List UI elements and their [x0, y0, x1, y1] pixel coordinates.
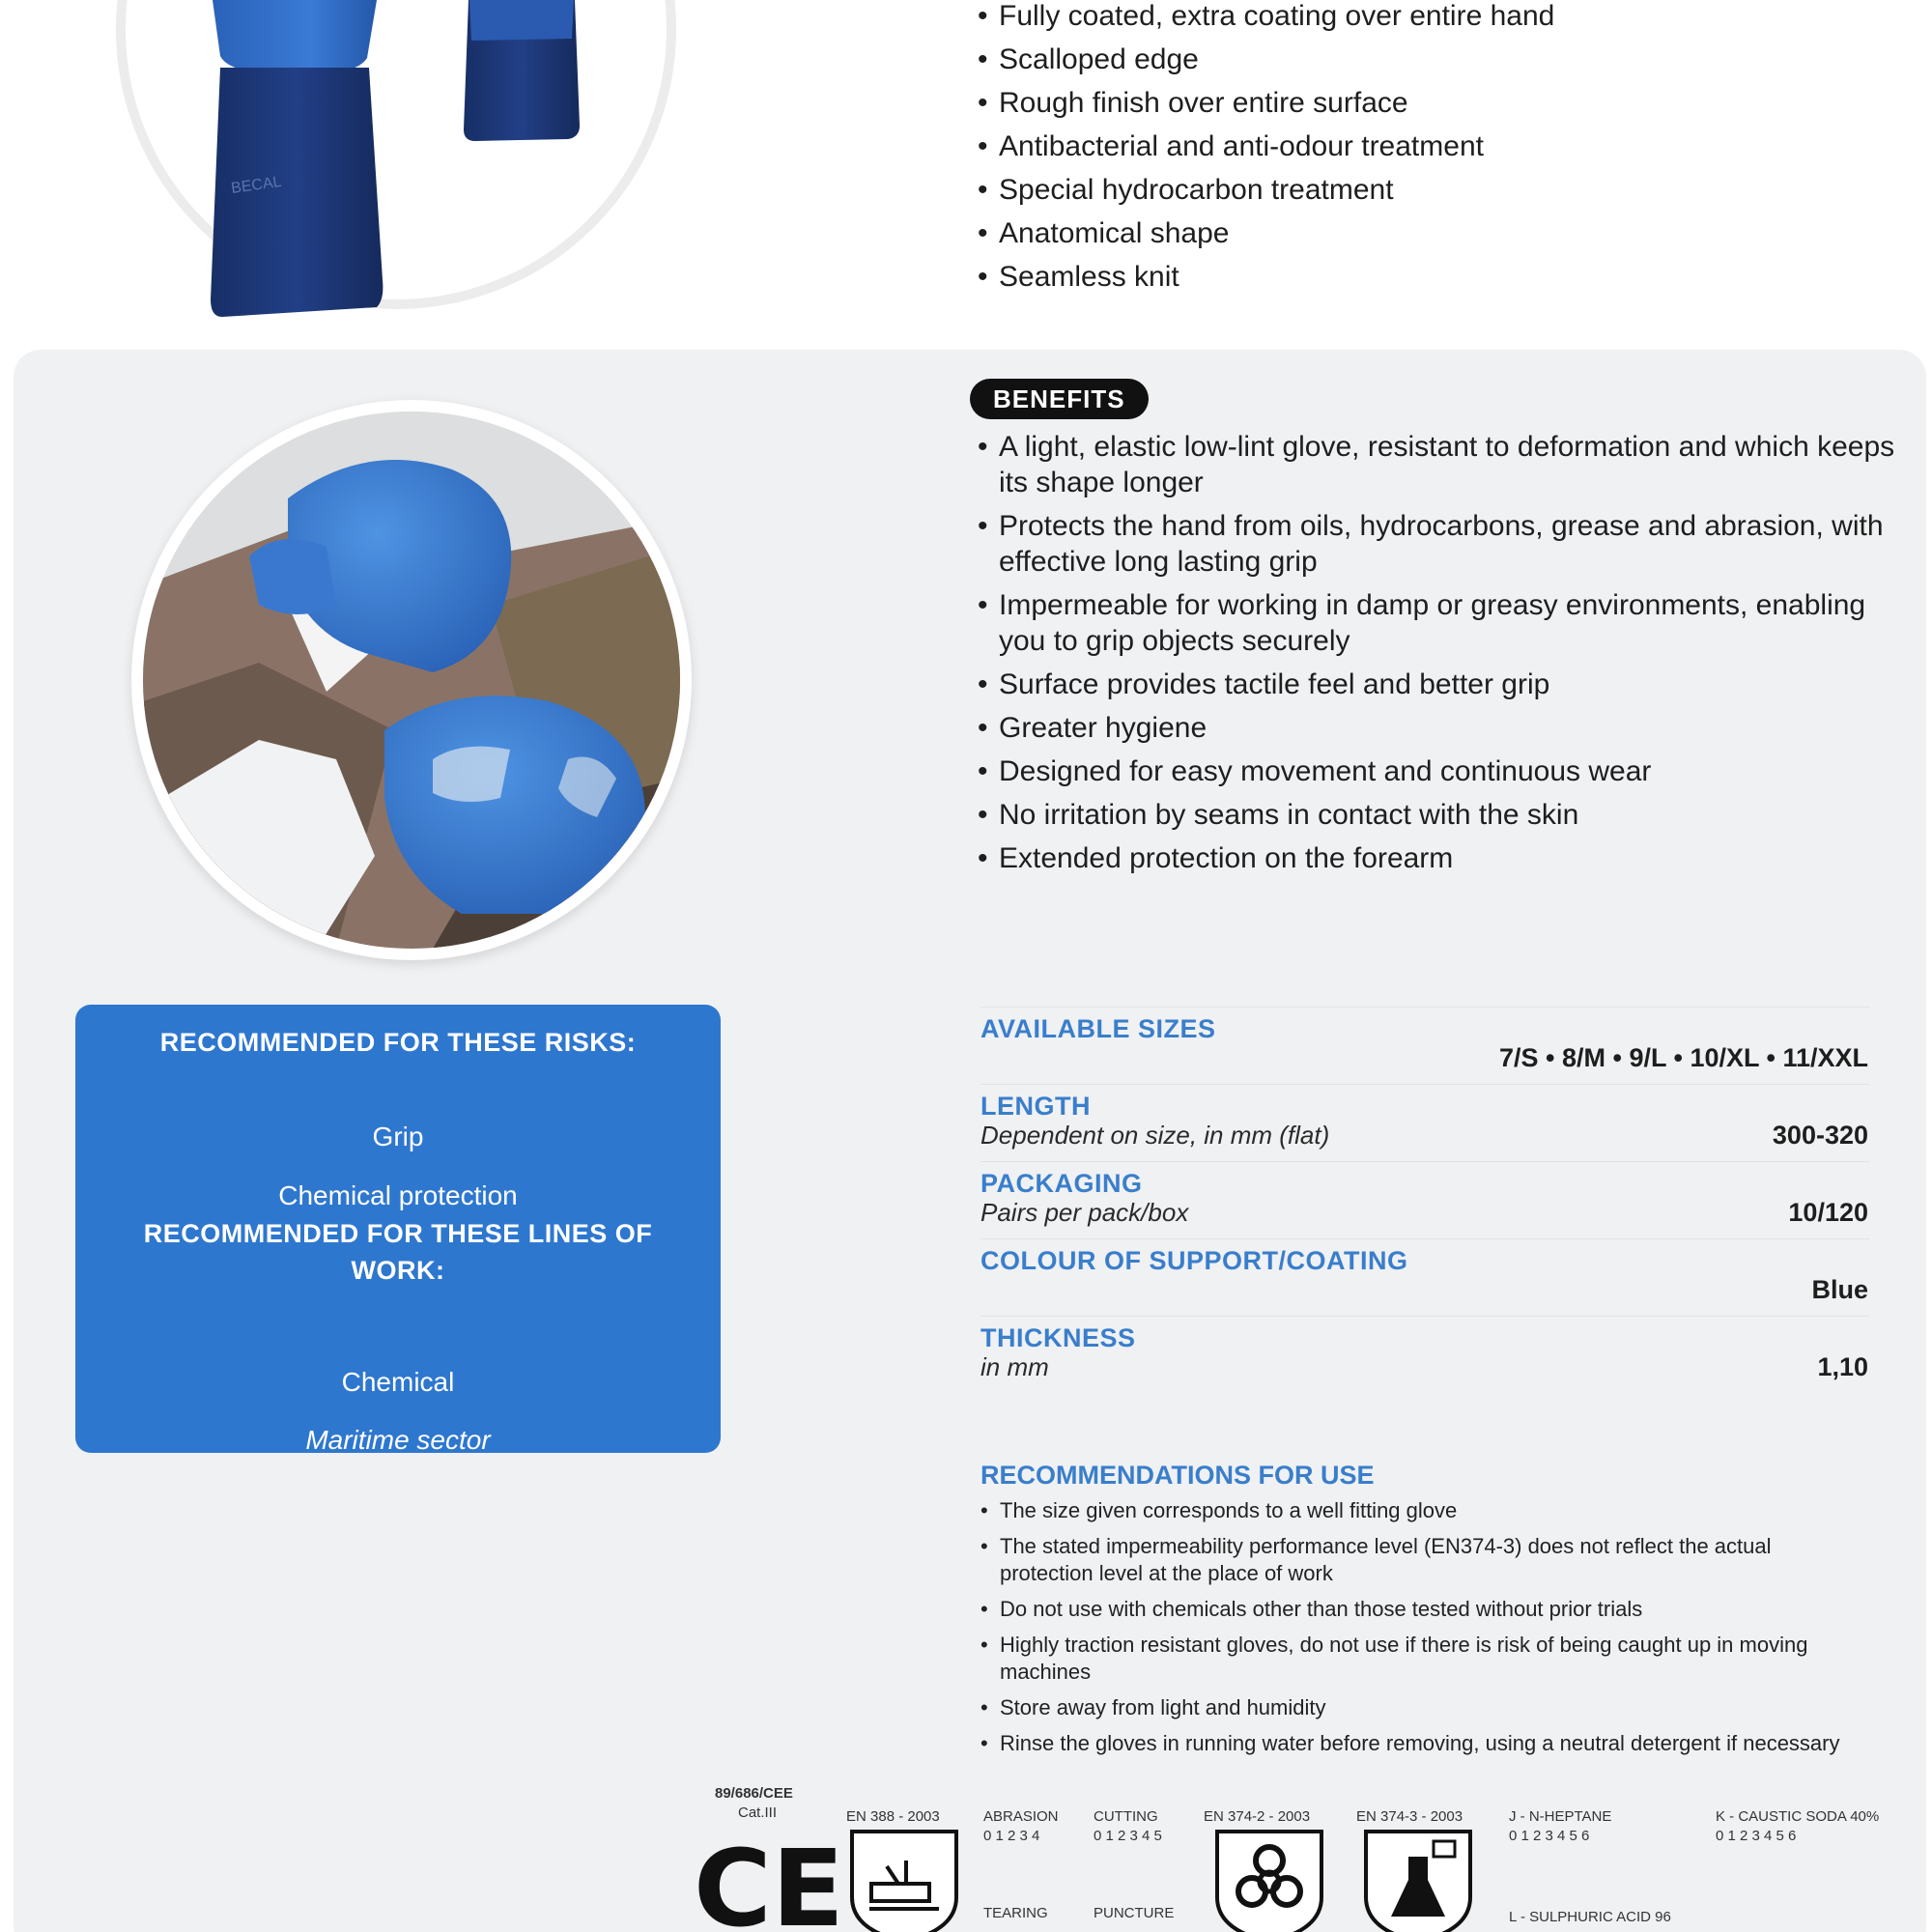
risks-heading: RECOMMENDED FOR THESE RISKS: [159, 1028, 637, 1057]
svg-text:BECAL: BECAL [230, 173, 283, 197]
abrasion-label: ABRASION [983, 1808, 1059, 1825]
thickness-value: 1,10 [1817, 1352, 1868, 1381]
ce-directive: 89/686/CEE [715, 1785, 793, 1802]
puncture-label: PUNCTURE [1094, 1905, 1175, 1921]
feature-item: • Antibacterial and anti-odour treatment [978, 125, 1554, 168]
tearing-label: TEARING [983, 1905, 1048, 1921]
line-of-work-item: Maritime sector [305, 1425, 491, 1455]
recommendation-item: • The stated impermeability performance level (EN374-3) does not reflect the actual protection level at the place of work [980, 1533, 1869, 1587]
mechanical-risk-icon [848, 1828, 960, 1932]
length-subtitle: Dependent on size, in mm (flat) [980, 1121, 1330, 1150]
chemical-flask-icon [1362, 1828, 1474, 1932]
sizes-value: 7/S • 8/M • 9/L • 10/XL • 11/XXL [1499, 1043, 1868, 1072]
divider [980, 1161, 1869, 1162]
feature-item: • Rough finish over entire surface [978, 81, 1554, 125]
biohazard-icon [1213, 1828, 1325, 1932]
feature-item: • Special hydrocarbon treatment [978, 168, 1554, 212]
k-caustic-scale: 0 1 2 3 4 5 6 [1716, 1828, 1797, 1844]
abrasion-scale: 0 1 2 3 4 [983, 1828, 1040, 1844]
recommendation-item: • Store away from light and humidity [980, 1694, 1869, 1721]
recommendation-item: • Do not use with chemicals other than those tested without prior trials [980, 1596, 1869, 1623]
feature-item: • Scalloped edge [978, 38, 1554, 81]
gloves-in-use-photo [143, 412, 680, 949]
lines-of-work-heading: RECOMMENDED FOR THESE LINES OF WORK: [143, 1219, 653, 1285]
recommended-risks-box [75, 1005, 721, 1453]
recommendations-list [980, 1497, 1869, 1766]
recommendation-item: • Rinse the gloves in running water before removing, using a neutral detergent if necessary [980, 1730, 1869, 1757]
thickness-subtitle: in mm [980, 1352, 1049, 1381]
length-value: 300-320 [1772, 1121, 1868, 1150]
en388-label: EN 388 - 2003 [846, 1808, 940, 1825]
length-label: LENGTH [980, 1092, 1091, 1121]
j-heptane-label: J - N-HEPTANE [1509, 1808, 1612, 1825]
benefit-item: • Designed for easy movement and continuous wear [978, 753, 1905, 789]
risk-item: Grip [372, 1122, 424, 1151]
divider [980, 1238, 1869, 1239]
sizes-label: AVAILABLE SIZES [980, 1014, 1216, 1043]
feature-item: • Anatomical shape [978, 212, 1554, 255]
cutting-label: CUTTING [1094, 1808, 1158, 1825]
colour-value: Blue [1811, 1275, 1868, 1304]
j-heptane-scale: 0 1 2 3 4 5 6 [1509, 1828, 1590, 1844]
feature-item: • Seamless knit [978, 255, 1554, 298]
colour-label: COLOUR OF SUPPORT/COATING [980, 1246, 1408, 1275]
divider [980, 1084, 1869, 1085]
usage-photo [131, 400, 692, 960]
packaging-subtitle: Pairs per pack/box [980, 1198, 1189, 1227]
benefit-item: • No irritation by seams in contact with the skin [978, 797, 1905, 833]
thickness-label: THICKNESS [980, 1323, 1136, 1352]
benefit-item: • Protects the hand from oils, hydrocarbons, grease and abrasion, with effective long lasting grip [978, 508, 1905, 580]
ce-category: Cat.III [738, 1804, 778, 1821]
benefits-badge: BENEFITS [970, 379, 1149, 419]
packaging-label: PACKAGING [980, 1169, 1143, 1198]
ce-mark: CE [694, 1827, 844, 1932]
risk-item: Chemical protection [278, 1180, 518, 1210]
en374-2-label: EN 374-2 - 2003 [1204, 1808, 1311, 1825]
benefits-list [978, 429, 1905, 884]
recommendations-title: RECOMMENDATIONS FOR USE [980, 1461, 1375, 1490]
benefit-item: • Extended protection on the forearm [978, 840, 1905, 876]
feature-item: • Fully coated, extra coating over entire hand [978, 0, 1554, 38]
line-of-work-item: Chemical [341, 1367, 455, 1397]
divider [980, 1007, 1869, 1008]
benefit-item: • A light, elastic low-lint glove, resistant to deformation and which keeps its shape longer [978, 429, 1905, 500]
benefit-item: • Impermeable for working in damp or greasy environments, enabling you to grip objects securely [978, 587, 1905, 659]
l-sulphuric-label: L - SULPHURIC ACID 96 [1509, 1909, 1671, 1925]
recommendation-item: • The size given corresponds to a well fitting glove [980, 1497, 1869, 1524]
k-caustic-label: K - CAUSTIC SODA 40% [1716, 1808, 1880, 1825]
divider [980, 1316, 1869, 1317]
feature-list [978, 0, 1554, 298]
recommendation-item: • Highly traction resistant gloves, do not use if there is risk of being caught up in moving machines [980, 1632, 1869, 1686]
en374-3-label: EN 374-3 - 2003 [1356, 1808, 1463, 1825]
glove-product-image [193, 0, 599, 319]
packaging-value: 10/120 [1788, 1198, 1868, 1227]
benefit-item: • Greater hygiene [978, 710, 1905, 746]
benefit-item: • Surface provides tactile feel and better grip [978, 667, 1905, 702]
cutting-scale: 0 1 2 3 4 5 [1094, 1828, 1162, 1844]
